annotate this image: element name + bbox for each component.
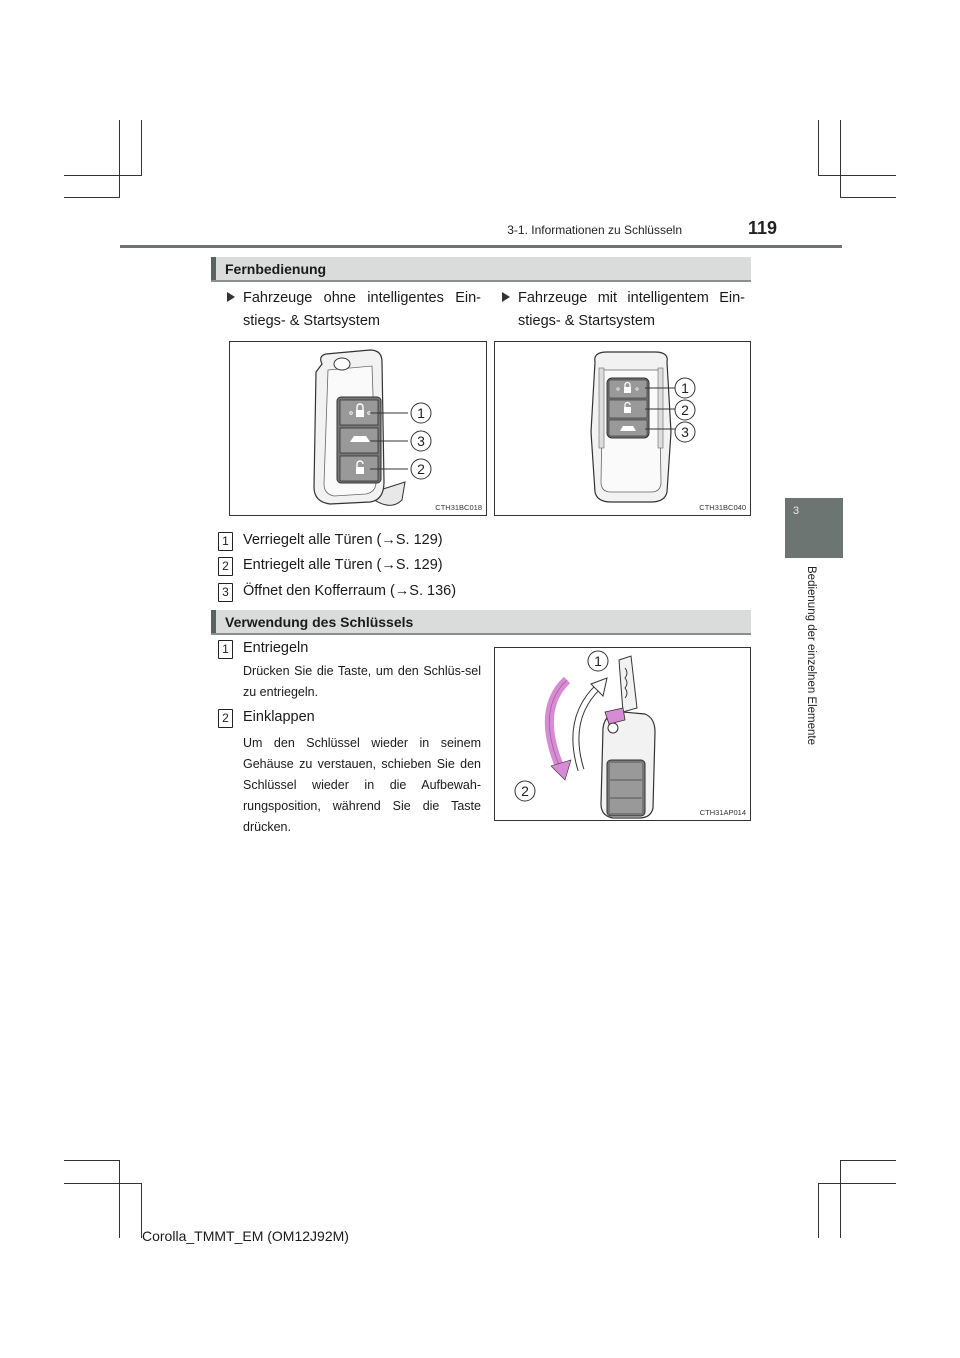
figure-key-blade bbox=[494, 647, 751, 821]
running-header bbox=[0, 218, 960, 248]
callout-number: 2 bbox=[681, 402, 689, 418]
item-text: Öffnet den Kofferraum (→S. 136) bbox=[243, 583, 457, 599]
variant-label-right bbox=[502, 287, 745, 333]
crop-mark bbox=[141, 120, 142, 175]
callout-number: 1 bbox=[594, 653, 602, 669]
figure-flip-key-remote bbox=[229, 341, 487, 516]
key-blade-illustration bbox=[495, 648, 751, 821]
figure-smart-key-remote bbox=[494, 341, 751, 516]
header-section-title: 3-1. Informationen zu Schlüsseln bbox=[507, 223, 682, 237]
item-number-badge: 1 bbox=[218, 532, 233, 551]
item-number-badge: 2 bbox=[218, 709, 233, 728]
section-heading-key-usage bbox=[211, 610, 751, 635]
chapter-title-vertical bbox=[803, 566, 823, 776]
callout-number: 3 bbox=[681, 424, 689, 440]
variant-text: Fahrzeuge mit intelligentem Ein-stiegs- & Startsystem bbox=[518, 290, 745, 329]
footer-document-id: Corolla_TMMT_EM (OM12J92M) bbox=[142, 1228, 349, 1244]
crop-mark bbox=[840, 197, 896, 198]
item-description: Drücken Sie die Taste, um den Schlüs-sel zu entriegeln. bbox=[243, 664, 481, 699]
triangle-bullet-icon bbox=[502, 292, 510, 302]
crop-mark bbox=[840, 120, 841, 198]
item-text: Verriegelt alle Türen (→S. 129) bbox=[243, 532, 443, 548]
chapter-number: 3 bbox=[793, 505, 800, 517]
callout-number: 1 bbox=[417, 405, 425, 421]
callout-number: 2 bbox=[417, 461, 425, 477]
callout-number: 3 bbox=[417, 433, 425, 449]
crop-mark bbox=[840, 1160, 896, 1161]
crop-mark bbox=[119, 120, 120, 198]
crop-mark bbox=[818, 120, 819, 175]
page-number: 119 bbox=[748, 218, 778, 238]
variant-label-left bbox=[227, 287, 481, 333]
item-number-badge: 2 bbox=[218, 557, 233, 576]
item-title: Einklappen bbox=[243, 709, 315, 725]
crop-mark bbox=[64, 175, 142, 176]
crop-mark bbox=[64, 1160, 120, 1161]
crop-mark bbox=[818, 1183, 896, 1184]
flip-key-remote-illustration bbox=[230, 342, 487, 516]
triangle-bullet-icon bbox=[227, 292, 235, 302]
figure-code: CTH31AP014 bbox=[699, 808, 746, 817]
smart-key-remote-illustration bbox=[495, 342, 751, 516]
item-title: Entriegeln bbox=[243, 640, 309, 656]
crop-mark bbox=[119, 1160, 120, 1238]
item-number-badge: 1 bbox=[218, 640, 233, 659]
section-heading-remote bbox=[211, 257, 751, 282]
variant-text: Fahrzeuge ohne intelligentes Ein-stiegs- & Startsystem bbox=[243, 290, 481, 329]
crop-mark bbox=[818, 175, 896, 176]
section-title: Verwendung des Schlüssels bbox=[225, 614, 414, 630]
item-description: Um den Schlüssel wieder in seinem Gehäuse zu verstauen, schieben Sie den Schlüssel wieder in die Aufbewah-rungsposition, während Sie die Taste drücken. bbox=[243, 736, 481, 834]
callout-number: 1 bbox=[681, 380, 689, 396]
callout-number: 2 bbox=[521, 783, 529, 799]
crop-mark bbox=[818, 1183, 819, 1238]
crop-mark bbox=[64, 1183, 142, 1184]
crop-mark bbox=[840, 1160, 841, 1238]
item-number-badge: 3 bbox=[218, 583, 233, 602]
crop-mark bbox=[64, 197, 119, 198]
section-title: Fernbedienung bbox=[225, 261, 327, 277]
header-rule bbox=[120, 245, 842, 248]
figure-code: CTH31BC018 bbox=[435, 503, 482, 512]
figure-code: CTH31BC040 bbox=[699, 503, 746, 512]
chapter-title: Bedienung der einzelnen Elemente bbox=[805, 566, 817, 746]
item-text: Entriegelt alle Türen (→S. 129) bbox=[243, 557, 443, 573]
